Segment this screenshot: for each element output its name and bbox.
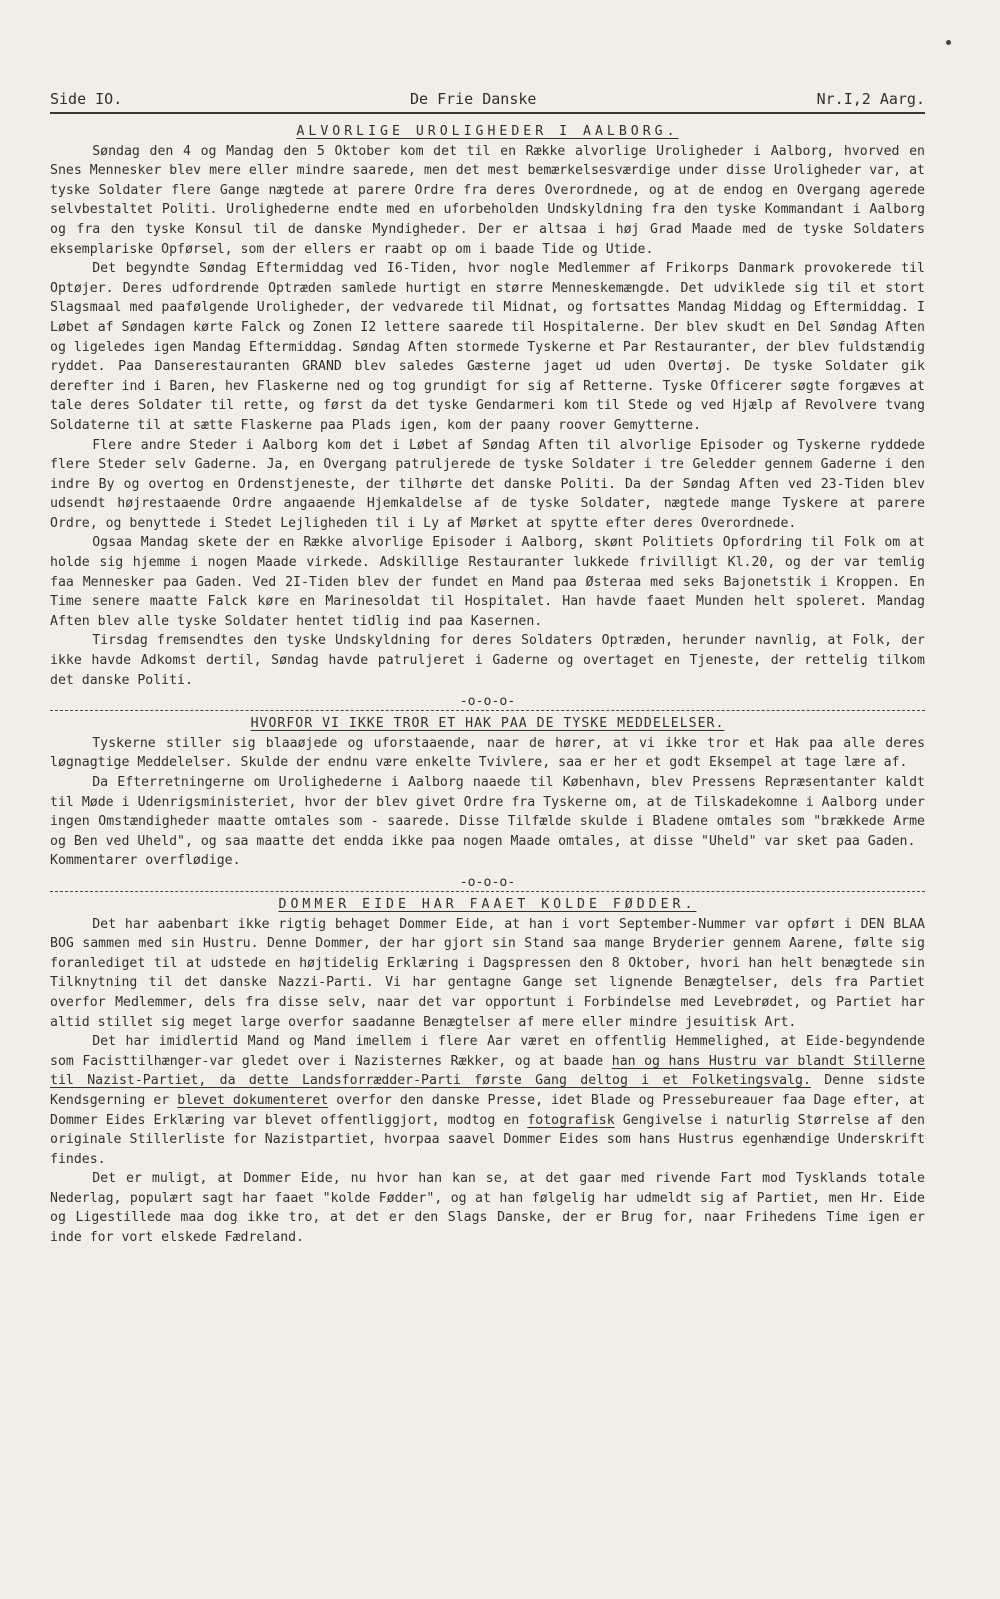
dashed-rule (50, 891, 925, 892)
article-paragraph: Kommentarer overflødige. (50, 853, 241, 869)
text-run: Det har imidlertid Mand og Mand imellem i flere Aar været en offentlig Hemmelighed, at Eide-begyndende som Facisttilhænger-var gledet over i Nazisternes Rækker, og at baade (50, 1034, 925, 1069)
article-paragraph: Flere andre Steder i Aalborg kom det i Løbet af Søndag Aften til alvorlige Episoder og Tyskerne ryddede flere Steder selv Gaderne. Ja, en Overgang patruljerede de tyske Soldater i tre Geledder gennem Gaderne i den indre By og overtog en Ordenstjeneste, der tilhørte det danske Politi. Da der Søndag Aften ved 23-Tiden blev udsendt højrestaaende Ordre angaaende Hjemkaldelse af de tyske Soldater, nægtede mange Tyskere at parere Ordre, og benyttede i Stedet Lejligheden til i Ly af Mørket at spytte efter deres Overordnede. (50, 437, 925, 531)
underlined-text: han og hans Hustru var blandt Stillerne til Nazist-Partiet, da dette Landsforrædder-Parti første Gang deltog i et Folketingsvalg. (50, 1053, 925, 1089)
text-run: Denne sidste Kendsgerning er (50, 1073, 925, 1108)
page-header (50, 90, 925, 112)
text-run: Gengivelse i naturlig Størrelse af den originale Stillerliste for Nazistpartiet, hvorpaa saavel Dommer Eides som hans Hustrus egenhændige Underskrift findes. (50, 1112, 925, 1167)
header-rule (50, 112, 925, 114)
article-paragraph: Det har aabenbart ikke rigtig behaget Dommer Eide, at han i vort September-Nummer var opført i DEN BLAA BOG sammen med sin Hustru. Denne Dommer, der har gjort sin Stand saa mange Bryderier gennem Aarene, følte sig foranlediget til at udstede en højtidelig Erklæring i Dagspressen den 8 Oktober, hvori han helt benægtede sin Tilknytning til det danske Nazzi-Parti. Vi har gentagne Gange set lignende Benægtelser, dels fra Partiet overfor Medlemmer, dels fra disse selv, naar det var opportunt i Forbindelse med Levebrødet, og Partiet har altid stillet sig meget large overfor saadanne Benægtelser af mere eller mindre jesuitisk Art. (50, 916, 925, 1030)
dashed-rule (50, 710, 925, 711)
page-content (50, 120, 925, 1248)
article-uroligheder (50, 122, 925, 690)
paper-name: De Frie Danske (410, 90, 537, 108)
underlined-text: blevet dokumenteret (177, 1092, 329, 1108)
article-paragraph: Det begyndte Søndag Eftermiddag ved I6-Tiden, hvor nogle Medlemmer af Frikorps Danmark provokerede til Optøjer. Deres udfordrende Optræden samlede hurtigt en større Menneskemængde. Det udviklede sig til et stort Slagsmaal med paafølgende Uroligheder, der vedvarede til Midnat, og fortsattes Mandag Middag og Eftermiddag. I Løbet af Søndagen kørte Falck og Zonen I2 lettere saarede til Hospitalerne. Der blev skudt en Del Søndag Aften og ligeledes igen Mandag Eftermiddag. Søndag Aften stormede Tyskerne et Par Restauranter, der blev fuldstændig ryddet. Paa Danserestauranten GRAND blev saledes Gæsterne jaget ud uden Overtøj. De tyske Soldater gik derefter ind i Baren, hev Flaskerne ned og tog grundigt for sig af Retterne. Tyske Officerer søgte forgæves at tale deres Soldater til rette, og først da det tyske Gendarmeri kom til Stede og ved Hjælp af Revolvere tvang Soldaterne til at sætte Flaskerne paa Plads igen, kom der paany roover Gemytterne. (50, 261, 925, 433)
article-title: ALVORLIGE UROLIGHEDER I AALBORG. (296, 124, 679, 139)
article-paragraph (50, 1032, 925, 1169)
issue-number: Nr.I,2 Aarg. (816, 90, 925, 108)
article-paragraph: Tyskerne stiller sig blaaøjede og uforstaaende, naar de hører, at vi ikke tror et Hak paa alle deres løgnagtige Meddelelser. Skulde der endnu være enkelte Tvivlere, saa er her et godt Eksempel at tage lære af. (50, 735, 925, 771)
article-paragraph: Ogsaa Mandag skete der en Række alvorlige Episoder i Aalborg, skønt Politiets Opfordring til Folk om at holde sig hjemme i nogen Maade virkede. Adskillige Restauranter lukkede frivilligt Kl.20, og der var temlig faa Mennesker paa Gaden. Ved 2I-Tiden blev der fundet en Mand paa Østeraa med seks Bajonetstik i Kroppen. En Time senere maatte Falck køre en Marinesoldat til Hospitalet. Han havde faaet Munden helt spoleret. Mandag Aften blev alle tyske Soldater hentet tidlig ind paa Kasernen. (50, 535, 925, 629)
article-tyske-meddelelser (50, 714, 925, 871)
article-paragraph: Søndag den 4 og Mandag den 5 Oktober kom det til en Række alvorlige Uroligheder i Aalborg, hvorved en Snes Mennesker blev mere eller mindre saarede, men det mest bemærkelsesværdige under disse Uroligheder var, at tyske Soldater flere Gange nægtede at parere Ordre fra deres Overordnede, og at de endog en Overgang agerede selvbestaltet Politi. Urolighederne endte med en uforbeholden Undskyldning fra den tyske Kommandant i Aalborg og fra den tyske Konsul til de danske Myndigheder. Der er altsaa i høj Grad Maade med de tyske Soldaters eksemplariske Opførsel, som der ellers er raabt op om i baade Tide og Utide. (50, 143, 925, 257)
article-paragraph: Tirsdag fremsendtes den tyske Undskyldning for deres Soldaters Optræden, herunder navnlig, at Folk, der ikke havde Adkomst dertil, Søndag havde patruljeret i Gaderne og overtaget en Tjeneste, der rettelig tilkom det danske Politi. (50, 633, 925, 688)
page-number: Side IO. (50, 90, 123, 108)
section-separator (50, 692, 925, 712)
article-paragraph: Da Efterretningerne om Urolighederne i Aalborg naaede til København, blev Pressens Repræsentanter kaldt til Møde i Udenrigsministeriet, hvor der blev givet Ordre fra Tyskerne om, at de Tilskadekomne i Aalborg under ingen Omstændigheder maatte omtales som - saarede. Disse Tilfælde skulde i Bladene omtales som "brækkede Arme og Ben ved Uheld", og saa maatte det endda ikke paa nogen Maade omtales, at disse "Uheld" var sket paa Gaden. (50, 775, 925, 849)
article-dommer-eide (50, 895, 925, 1248)
article-paragraph: Det er muligt, at Dommer Eide, nu hvor han kan se, at det gaar med rivende Fart mod Tysklands totale Nederlag, populært sagt har faaet "kolde Fødder", og at han følgelig har udmeldt sig af Partiet, men Hr. Eide og Ligestillede maa dog ikke tro, at det er den Slags Danske, der er Brug for, naar Frihedens Time igen er inde for vort elskede Fædreland. (50, 1171, 925, 1246)
separator-mark: -o-o-o- (454, 694, 522, 709)
article-title: HVORFOR VI IKKE TROR ET HAK PAA DE TYSKE MEDDELELSER. (250, 716, 725, 732)
article-title: DOMMER EIDE HAR FAAET KOLDE FØDDER. (278, 896, 697, 912)
section-separator (50, 873, 925, 893)
separator-mark: -o-o-o- (454, 875, 522, 890)
ink-speck (946, 40, 951, 45)
underlined-text: fotografisk (527, 1112, 615, 1128)
text-run: overfor den danske Presse, idet Blade og Pressebureauer faa Dage efter, at Dommer Eides Erklæring var blevet offentliggjort, modtog en (50, 1092, 925, 1128)
